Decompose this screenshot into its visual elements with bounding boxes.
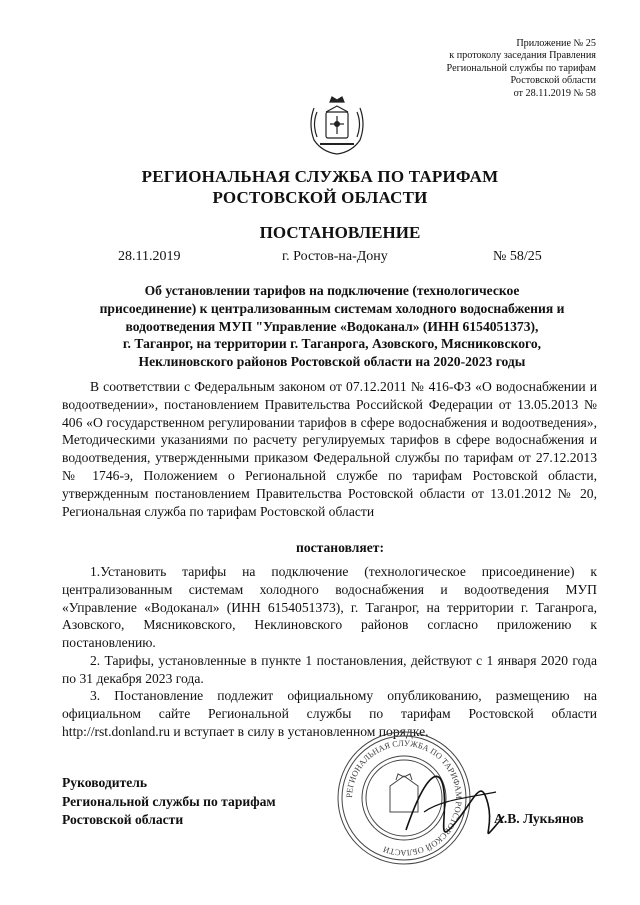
decree-word: постановляет: (296, 540, 384, 555)
signature-block (62, 774, 276, 830)
handwritten-signature-icon (396, 752, 516, 862)
item-3-paragraph: 3. Постановление подлежит официальному опубликованию, размещению на официальном сайте Региональной службы по тарифам Ростовской области http://rst.donland.ru и вступает в силу в установленном порядке. (62, 688, 597, 739)
title-line: водоотведения МУП "Управление «Водоканал» (ИНН 6154051373), (125, 318, 539, 334)
title-line: Об установлении тарифов на подключение (технологическое (144, 283, 520, 298)
appendix-line: Приложение № 25 (516, 38, 596, 49)
appendix-note (447, 38, 596, 100)
item-2-paragraph: 2. Тарифы, установленные в пункте 1 постановления, действуют с 1 января 2020 года по 31 декабря 2023 года. (62, 653, 597, 686)
item-1-paragraph: 1.Установить тарифы на подключение (технологическое присоединение) к централизованным системам холодного водоснабжения и водоотведения МУП «Управление «Водоканал» (ИНН 6154051373), г. Таганрог, на территории г. Таганрога, Азовского, Мясниковского, Неклиновского районов согласно приложению к постановлению. (62, 564, 597, 651)
appendix-line: к протоколу заседания Правления (449, 50, 596, 62)
organization-name: РЕГИОНАЛЬНАЯ СЛУЖБА ПО ТАРИФАМ (141, 167, 499, 186)
document-city: г. Ростов-на-Дону (282, 249, 388, 264)
document-type: ПОСТАНОВЛЕНИЕ (259, 223, 421, 242)
title-line: г. Таганрог, на территории г. Таганрога, Азовского, Мясниковского, (122, 336, 542, 352)
appendix-line: от 28.11.2019 № 58 (513, 87, 596, 99)
document-title (62, 282, 602, 371)
organization-region: РОСТОВСКОЙ ОБЛАСТИ (212, 188, 428, 207)
document-number: № 58/25 (493, 249, 542, 264)
preamble-paragraph: В соответствии с Федеральным законом от 07.12.2011 № 416-ФЗ «О водоснабжении и водоотведении», постановлением Правительства Российской Федерации от 13.05.2013 № 406 «О государственном регулировании тарифов в сфере водоснабжения и водоотведения», Методическими указаниями по расчету регулируемых тарифов в сфере водоснабжения и водоотведения, утвержденными приказом Федеральной службы по тарифам от 27.12.2013 № 1746-э, Положением о Региональной службе по тарифам Ростовской области, утвержденным постановлением Правительства Ростовской области от 13.01.2012 № 20, Региональная служба по тарифам Ростовской области (62, 379, 597, 519)
document-date: 28.11.2019 (118, 249, 181, 264)
appendix-line: Ростовской области (510, 75, 596, 87)
signer-position: Руководитель (62, 775, 148, 790)
appendix-line: Региональной службы по тарифам (446, 62, 596, 74)
title-line: Неклиновского районов Ростовской области на 2020-2023 годы (138, 354, 526, 370)
rostov-coat-of-arms-icon (306, 94, 368, 156)
seal-text: РЕГИОНАЛЬНАЯ СЛУЖБА ПО ТАРИФАМ РОСТОВСКОЙ ОБЛАСТИ (343, 737, 465, 859)
signer-organization: Региональной службы по тарифам (62, 793, 276, 809)
title-line: присоединение) к централизованным системам холодного водоснабжения и (99, 300, 565, 316)
signer-name: А.В. Лукьянов (494, 811, 584, 826)
signer-region: Ростовской области (62, 812, 184, 828)
